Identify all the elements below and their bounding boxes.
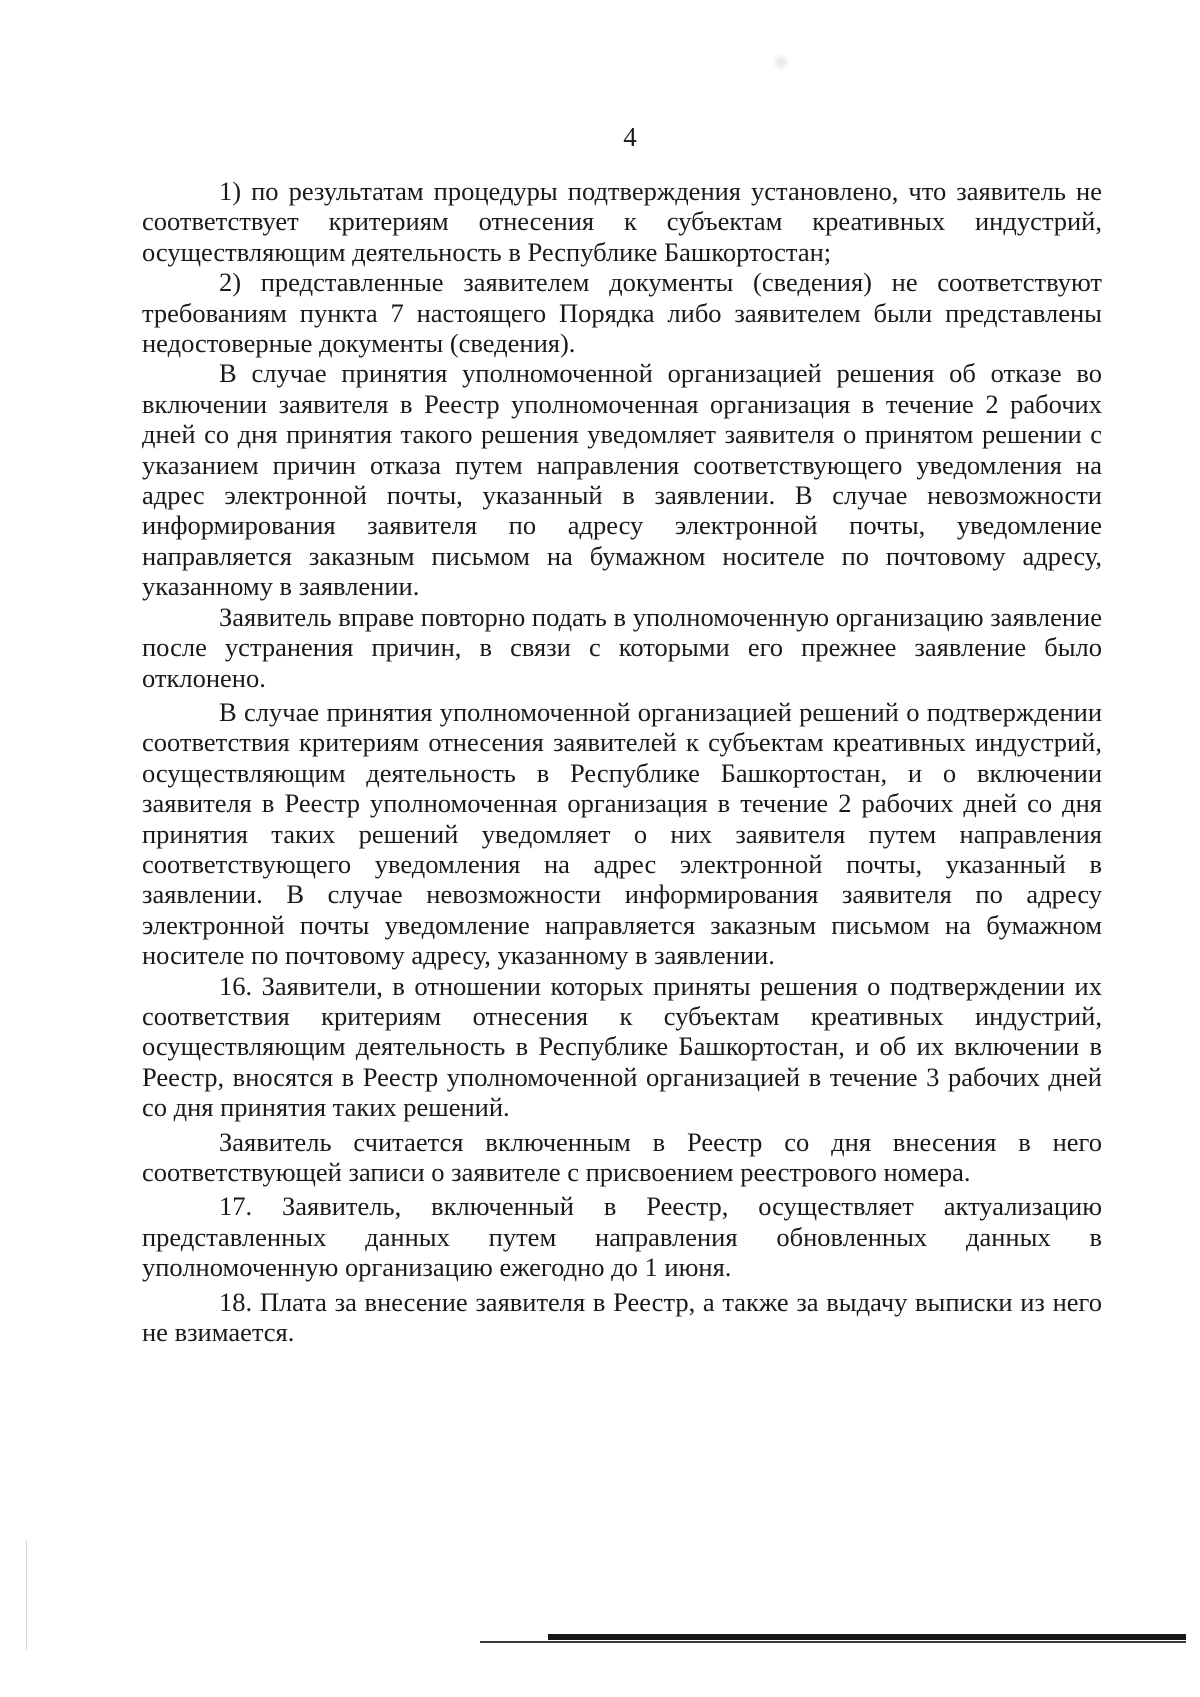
scan-speck <box>770 55 792 69</box>
paragraph-refusal-notice: В случае принятия уполномоченной организацией решения об отказе во включении заявителя в Реестр уполномоченная организация в течение 2 рабочих дней со дня принятия такого решения уведомляет заявителя о принятом решении с указанием причин отказа путем направления соответствующего уведомления на адрес электронной почты, указанный в заявлении. В случае невозможности информирования заявителя по адресу электронной почты, уведомление направляется заказным письмом на бумажном носителе по почтовому адресу, указанному в заявлении. <box>142 358 1102 602</box>
scan-left-edge <box>26 1540 27 1650</box>
paragraph-clause-18: 18. Плата за внесение заявителя в Реестр, а также за выдачу выписки из него не взимается. <box>142 1286 1102 1348</box>
page-number: 4 <box>623 122 637 152</box>
paragraph-approval-notice: В случае принятия уполномоченной организацией решений о подтверждении соответствия критериям отнесения заявителей к субъектам креативных индустрий, осуществляющим деятельность в Республике Башкортостан, и о включении заявителя в Реестр уполномоченная организация в течение 2 рабочих дней со дня принятия таких решений уведомляет о них заявителя путем направления соответствующего уведомления на адрес электронной почты, указанный в заявлении. В случае невозможности информирования заявителя по адресу электронной почты уведомление направляется заказным письмом на бумажном носителе по почтовому адресу, указанному в заявлении. <box>142 696 1102 971</box>
paragraph-registry-date: Заявитель считается включенным в Реестр со дня внесения в него соответствующей записи о заявителе с присвоением реестрового номера. <box>142 1126 1102 1187</box>
paragraph-item-1: 1) по результатам процедуры подтверждения установлено, что заявитель не соответствует критериям отнесения к субъектам креативных индустрий, осуществляющим деятельность в Республике Башкортостан; <box>142 176 1102 267</box>
paragraph-resubmission: Заявитель вправе повторно подать в уполномоченную организацию заявление после устранения причин, в связи с которыми его прежнее заявление было отклонено. <box>142 601 1102 693</box>
paragraph-clause-17: 17. Заявитель, включенный в Реестр, осуществляет актуализацию представленных данных путем направления обновленных данных в уполномоченную организацию ежегодно до 1 июня. <box>142 1191 1102 1283</box>
document-body <box>142 176 1102 1347</box>
paragraph-clause-16: 16. Заявители, в отношении которых приняты решения о подтверждении их соответствия критериям отнесения к субъектам креативных индустрий, осуществляющим деятельность в Республике Башкортостан, и об их включении в Реестр, вносятся в Реестр уполномоченной организацией в течение 3 рабочих дней со дня принятия таких решений. <box>142 970 1102 1123</box>
paragraph-item-2: 2) представленные заявителем документы (сведения) не соответствуют требованиям пункта 7 настоящего Порядка либо заявителем были представлены недостоверные документы (сведения). <box>142 267 1102 359</box>
scan-bottom-bar <box>548 1634 1186 1640</box>
scan-bottom-line <box>480 1641 1186 1643</box>
